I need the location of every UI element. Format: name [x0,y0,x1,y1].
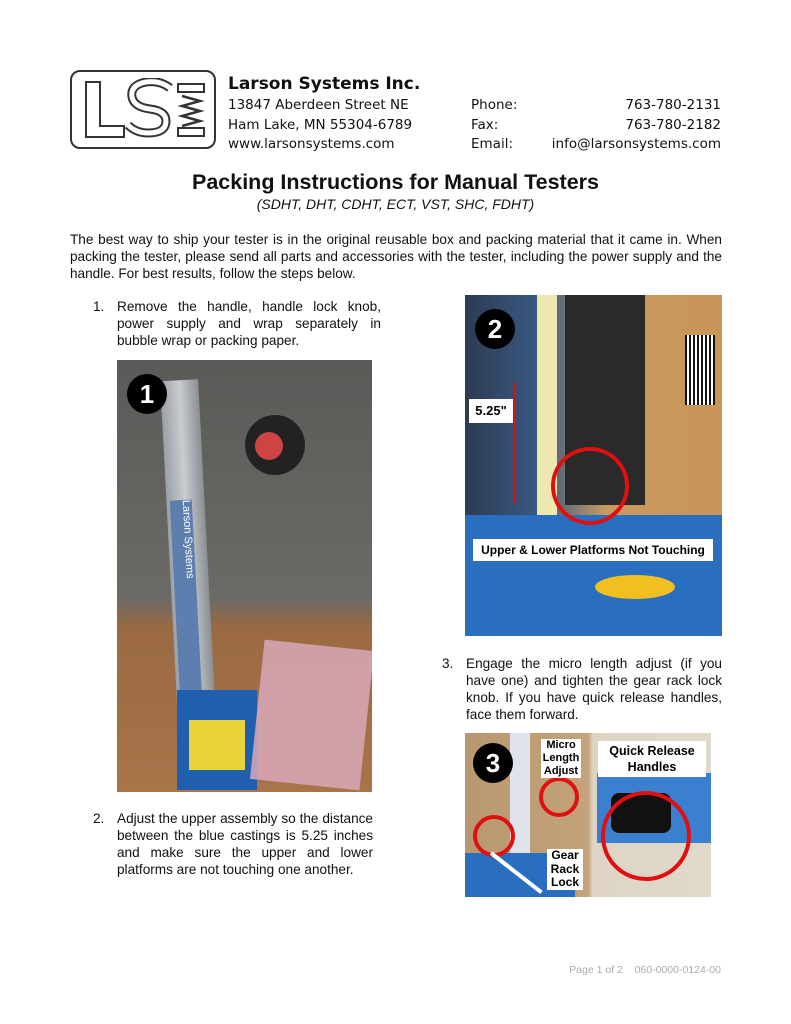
gear-lock-circle [473,815,515,857]
step-text: Adjust the upper assembly so the distance between the blue castings is 5.25 inches and make sure the upper and lower platforms are not touching one another. [117,811,373,877]
micro-adjust-circle [539,777,579,817]
step-badge: 3 [473,743,513,783]
larson-logo [70,70,216,149]
handles-circle [601,791,691,881]
photo-tester-unpacked [117,360,372,792]
column-label: Larson Systems [170,500,202,701]
micro-adjust-label: Micro Length Adjust [542,739,580,777]
step-2 [93,810,373,878]
step-text: Remove the handle, handle lock knob, power supply and wrap separately in bubble wrap or packing paper. [117,299,381,348]
phone-value: 763-780-2131 [625,97,721,113]
step-1 [93,298,381,349]
street: 13847 Aberdeen Street NE [228,97,409,113]
gauge-face [255,432,283,460]
fax-label: Fax: [471,116,499,133]
step-badge: 2 [475,309,515,349]
control-panel [189,720,245,770]
website-link[interactable]: www.larsonsystems.com [228,136,395,152]
phone-label: Phone: [471,97,518,113]
page-subtitle: (SDHT, DHT, CDHT, ECT, VST, SHC, FDHT) [256,196,535,212]
contact-values [552,96,721,155]
intro-paragraph: The best way to ship your tester is in the original reusable box and packing material that it came in. When packing the tester, please send all parts and accessories with the tester, including the power supply and the handle. For best results, follow the steps below. [70,232,722,281]
caption-label: Upper & Lower Platforms Not Touching [473,539,713,561]
barcode [685,335,715,405]
measurement-arrow [514,383,516,503]
contact-labels [471,96,517,155]
company-name: Larson Systems Inc. [228,74,421,94]
photo-lock-and-handles [465,733,711,897]
bubble-wrap-bag [250,640,372,791]
step-badge: 1 [127,374,167,414]
email-link[interactable]: info@larsonsystems.com [551,136,721,152]
lower-casting [465,515,722,636]
step-3 [442,655,722,723]
step-number: 2. [93,811,105,826]
step-text: Engage the micro length adjust (if you have one) and tighten the gear rack lock knob. If you have quick release handles, face them forward. [466,656,722,722]
page-footer [569,964,721,976]
step-number: 3. [442,656,454,671]
flame-decal [595,575,675,599]
photo-platform-spacing [465,295,722,636]
step-number: 1. [93,299,105,314]
quick-release-label: Quick Release Handles [598,741,706,777]
page-title: Packing Instructions for Manual Testers [192,170,599,194]
gear-rack-lock-label: Gear Rack Lock [547,849,583,890]
measurement-label: 5.25" [469,399,513,423]
document-number: 060-0000-0124-00 [634,964,721,976]
company-address [228,96,412,155]
highlight-circle [551,447,629,525]
city: Ham Lake, MN 55304-6789 [228,116,413,133]
fax-value: 763-780-2182 [625,116,721,133]
page-number: Page 1 of 2 [569,964,623,976]
email-label: Email: [471,136,514,152]
